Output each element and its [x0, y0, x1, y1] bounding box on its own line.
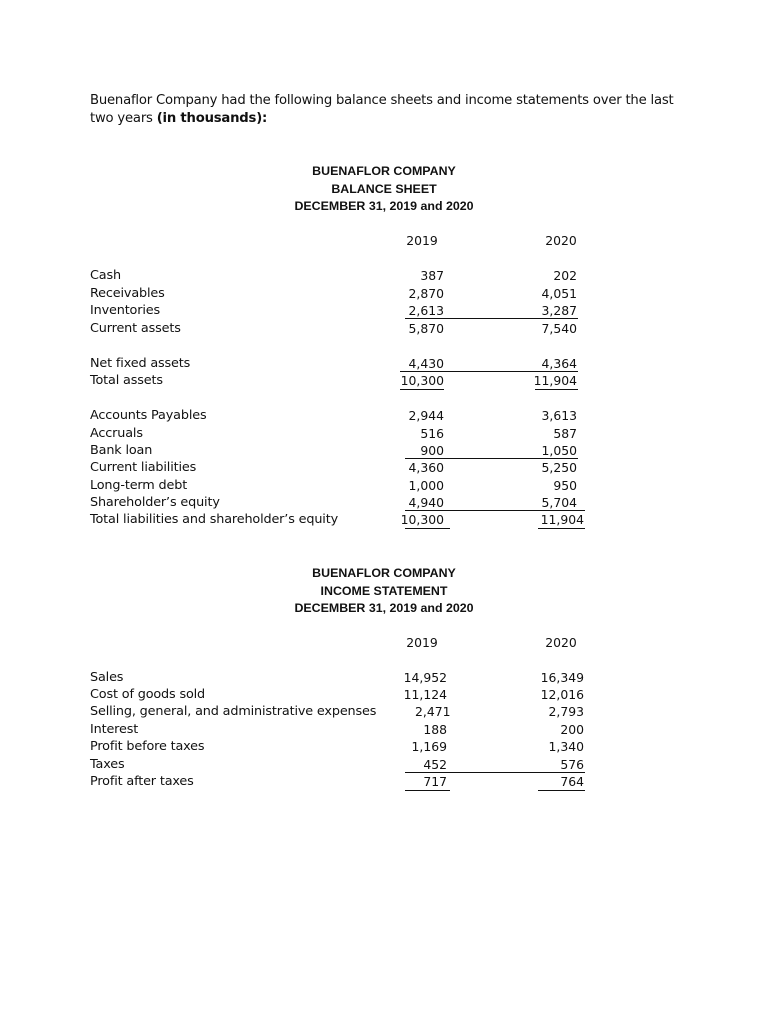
- row-label: Selling, general, and administrative expenses: [90, 704, 377, 719]
- value-2020: 576: [560, 757, 584, 772]
- table-row: [0, 425, 768, 443]
- table-row: [0, 477, 768, 495]
- value-2020: 950: [553, 478, 577, 493]
- value-2020: 4,364: [541, 356, 577, 371]
- row-label: Current liabilities: [90, 460, 197, 475]
- table-row: [0, 721, 768, 739]
- value-2020: 1,050: [541, 443, 577, 458]
- bs-period: DECEMBER 31, 2019 and 2020: [294, 199, 474, 213]
- value-2019: 452: [423, 757, 447, 772]
- value-2019: 5,870: [408, 321, 444, 336]
- row-label: Inventories: [90, 303, 160, 318]
- value-2020: 4,051: [541, 286, 577, 301]
- value-2019: 387: [420, 268, 444, 283]
- row-label: Shareholder’s equity: [90, 495, 220, 510]
- value-2020: 587: [553, 426, 577, 441]
- value-2019: 2,944: [408, 408, 444, 423]
- value-2019: 4,360: [408, 460, 444, 475]
- row-label: Profit after taxes: [90, 774, 194, 789]
- table-row: [0, 302, 768, 320]
- is-title: INCOME STATEMENT: [320, 583, 448, 598]
- table-row: [0, 407, 768, 425]
- bs-column-header-2020: 2020: [545, 233, 577, 248]
- value-2019: 188: [423, 722, 447, 737]
- value-2020: 5,250: [541, 460, 577, 475]
- value-2019: 1,000: [408, 478, 444, 493]
- row-label: Sales: [90, 670, 124, 685]
- row-label: Current assets: [90, 321, 181, 336]
- is-company-name: BUENAFLOR COMPANY: [312, 566, 456, 580]
- table-row: [0, 738, 768, 756]
- underline: [400, 389, 444, 390]
- value-2019: 10,300: [400, 512, 444, 527]
- table-row: [0, 773, 768, 791]
- intro-text: Buenaflor Company had the following balance sheets and income statements over the last two years: [90, 93, 674, 126]
- bs-column-header-2019: 2019: [406, 233, 438, 248]
- value-2019: 11,124: [403, 687, 447, 702]
- table-row: [0, 372, 768, 390]
- value-2020: 11,904: [533, 373, 577, 388]
- bs-company-name: BUENAFLOR COMPANY: [312, 164, 456, 178]
- value-2019: 4,430: [408, 356, 444, 371]
- underline: [405, 318, 447, 319]
- table-row: [0, 442, 768, 460]
- value-2020: 5,704: [541, 495, 577, 510]
- value-2019: 2,613: [408, 303, 444, 318]
- value-2020: 12,016: [540, 687, 584, 702]
- value-2019: 2,471: [415, 704, 451, 719]
- row-label: Receivables: [90, 286, 165, 301]
- row-label: Accruals: [90, 426, 143, 441]
- row-label: Bank loan: [90, 443, 153, 458]
- underline: [535, 389, 578, 390]
- bs-title: BALANCE SHEET: [331, 181, 437, 196]
- table-row: [0, 703, 768, 721]
- value-2020: 202: [553, 268, 577, 283]
- income-statement-heading: [250, 565, 518, 618]
- table-row: [0, 320, 768, 338]
- table-row: [0, 686, 768, 704]
- value-2020: 16,349: [540, 670, 584, 685]
- table-row: [0, 511, 768, 529]
- value-2019: 4,940: [408, 495, 444, 510]
- is-period: DECEMBER 31, 2019 and 2020: [294, 601, 474, 615]
- value-2019: 1,169: [411, 739, 447, 754]
- table-row: [0, 355, 768, 373]
- row-label: Net fixed assets: [90, 356, 191, 371]
- row-label: Taxes: [90, 757, 125, 772]
- value-2020: 2,793: [548, 704, 584, 719]
- value-2019: 14,952: [403, 670, 447, 685]
- row-label: Long-term debt: [90, 478, 188, 493]
- value-2019: 10,300: [400, 373, 444, 388]
- value-2020: 1,340: [548, 739, 584, 754]
- intro-paragraph: [90, 92, 690, 128]
- underline: [443, 318, 578, 319]
- intro-bold-text: (in thousands):: [156, 111, 268, 126]
- table-row: [0, 669, 768, 687]
- value-2020: 200: [560, 722, 584, 737]
- row-label: Total liabilities and shareholder’s equity: [90, 512, 339, 527]
- value-2020: 764: [560, 774, 584, 789]
- value-2020: 11,904: [540, 512, 584, 527]
- value-2019: 717: [423, 774, 447, 789]
- underline: [538, 528, 585, 529]
- table-row: [0, 285, 768, 303]
- value-2020: 3,613: [541, 408, 577, 423]
- underline: [405, 528, 450, 529]
- balance-sheet-heading: [250, 163, 518, 216]
- is-column-header-2020: 2020: [545, 635, 577, 650]
- table-row: [0, 494, 768, 512]
- value-2019: 516: [420, 426, 444, 441]
- table-row: [0, 459, 768, 477]
- row-label: Accounts Payables: [90, 408, 207, 423]
- row-label: Total assets: [90, 373, 163, 388]
- is-column-header-2019: 2019: [406, 635, 438, 650]
- row-label: Cost of goods sold: [90, 687, 206, 702]
- value-2019: 900: [420, 443, 444, 458]
- row-label: Profit before taxes: [90, 739, 205, 754]
- underline: [538, 790, 585, 791]
- value-2020: 7,540: [541, 321, 577, 336]
- underline: [405, 790, 450, 791]
- value-2019: 2,870: [408, 286, 444, 301]
- row-label: Cash: [90, 268, 121, 283]
- row-label: Interest: [90, 722, 139, 737]
- table-row: [0, 756, 768, 774]
- value-2020: 3,287: [541, 303, 577, 318]
- table-row: [0, 267, 768, 285]
